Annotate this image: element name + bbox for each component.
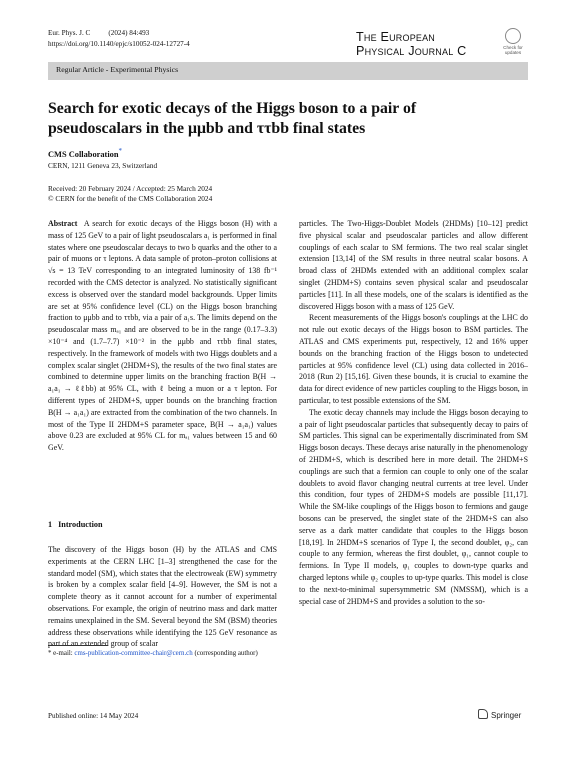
doi-link[interactable]: https://doi.org/10.1140/epjc/s10052-024-12727-4 xyxy=(48,40,190,48)
authors xyxy=(48,147,122,159)
right-column xyxy=(299,218,528,607)
paragraph: Recent measurements of the Higgs boson's couplings at the LHC do not rule out exotic decays of the Higgs boson to BSM particles. The ATLAS and CMS experiments put, respectively, 12 and 16% upper bounds on the branching fraction of the Higgs boson to undetected particles at 95% confidence level (CL) using data collected in 2016–2018 (Run 2) [15,16]. Given these bounds, it is crucial to examine the data for direct evidence of new particles coupling to the Higgs boson, in particular, to test possible extensions of the SM. xyxy=(299,313,528,405)
footnote xyxy=(48,649,277,659)
article-type: Regular Article - Experimental Physics xyxy=(56,65,179,74)
year-volume: (2024) 84:493 xyxy=(108,29,150,37)
article-type-bar xyxy=(48,62,528,80)
title-line-1: Search for exotic decays of the Higgs boson to a pair of xyxy=(48,100,417,117)
footnote-prefix: * e-mail: xyxy=(48,650,73,657)
received-accepted: Received: 20 February 2024 / Accepted: 25 March 2024 xyxy=(48,184,213,193)
check-for-updates-badge[interactable] xyxy=(500,28,526,56)
section-number: 1 xyxy=(48,520,53,529)
author-mark[interactable]: * xyxy=(118,147,122,155)
intro-paragraph xyxy=(48,544,277,650)
dates-block xyxy=(48,184,212,204)
paragraph: particles. The Two-Higgs-Doublet Models (2HDMs) [10–12] predict five physical scalar and pseudoscalar particles and allow different couplings of each scalar to SM fermions. The two real scalar singlet extension [13,14] of the SM results in three neutral scalar bosons. A broad class of 2HDMs extended with an additional complex scalar singlet (2HDM+S) contains seven physical scalar and pseudoscalar particles [11]. In all these models, one of the scalars is identified as the discovered Higgs boson with a mass of 125 GeV. xyxy=(299,219,528,311)
paragraph: The exotic decay channels may include the Higgs boson decaying to a pair of light pseudoscalar particles that subsequently decay to pairs of SM particles. This signal can be experimentally discriminated from SM Higgs boson decays. These decays arise naturally in the phenomenology of 2HDM+S, which is described here in more detail. The 2HDM+S couplings are such that a fermion can couple to only one of the scalar doublets to avoid flavor changing neutral currents at tree level. Under this condition, four types of 2HDM+S models are possible [11,17]. While the SM-like couplings of the Higgs boson to fermions and gauge bosons can be preserved, the singlet state of the 2HDM+S can also serve as a dark matter candidate that couples to the Higgs boson [18,19]. In 2HDM+S scenarios of Type I, the second doublet, φ₂, can couple to any fermion, whereas the first doublet, φ₁, cannot couple to fermions. In Type II models, φ₁ couples to down-type quarks and charged leptons while φ₂ couples to up-type quarks. This model is close to the next-to-minimal supersymmetric SM (NMSSM), which is a special case of 2HDM+S and provides a solution to the so- xyxy=(299,407,528,606)
check-updates-icon xyxy=(505,28,521,44)
intro-text: The discovery of the Higgs boson (H) by the ATLAS and CMS experiments at the CERN LHC [1–3] strengthened the case for the standard model (SM), which states that the electroweak (EW) symmetry is broken by a complex scalar field [4–9]. However, the SM is not a complete theory as it cannot account for a number of experimental observations. For example, the origin of neutrino mass and dark matter remains unexplained in the SM. Several beyond the SM (BSM) theories address these observations while identifying the 125 GeV resonance as part of an extended group of scalar xyxy=(48,545,277,649)
section-heading xyxy=(48,520,103,529)
affiliation: CERN, 1211 Geneva 23, Switzerland xyxy=(48,161,158,170)
published-date: Published online: 14 May 2024 xyxy=(48,712,139,720)
springer-horse-icon xyxy=(478,709,488,719)
abstract-text: A search for exotic decays of the Higgs boson (H) with a mass of 125 GeV to a pair of light pseudoscalars a₁ is performed in final states where one pseudoscalar decays to two b quarks and the other to a pair of muons or τ leptons. A data sample of proton–proton collisions at √s = 13 TeV corresponding to an integrated luminosity of 138 fb⁻¹ recorded with the CMS detector is analyzed. No statistically significant excess is observed over the standard model backgrounds. Upper limits are set at 95% confidence level (CL) on the Higgs boson branching fraction to μμbb and to ττbb, via a pair of a₁s. The limits depend on the pseudoscalar mass mₐ₁ and are observed to be in the range (0.17–3.3) ×10⁻⁴ and (1.7–7.7) ×10⁻² in the μμbb and ττbb final states, respectively. In the framework of models with two Higgs doublets and a complex scalar singlet (2HDM+S), the results of the two final states are combined to determine upper limits on the branching fraction B(H → a₁a₁ → ℓℓbb) at 95% CL, with ℓ being a muon or a τ lepton. For different types of 2HDM+S, upper bounds on the branching fraction B(H → a₁a₁) are extracted from the combination of the two channels. In most of the Type II 2HDM+S parameter space, B(H → a₁a₁) values above 0.23 are excluded at 95% CL for mₐ₁ values between 15 and 60 GeV. xyxy=(48,219,277,453)
publisher-name: Springer xyxy=(491,711,522,720)
copyright: © CERN for the benefit of the CMS Collaboration 2024 xyxy=(48,194,213,203)
section-title: Introduction xyxy=(58,520,103,529)
author-name: CMS Collaboration xyxy=(48,149,119,159)
footnote-rule xyxy=(48,645,108,646)
publisher-logo xyxy=(478,709,521,720)
journal-name: Eur. Phys. J. C xyxy=(48,29,91,37)
brand-line-1: The European xyxy=(356,30,436,44)
article-title xyxy=(48,99,528,139)
brand-line-2: Physical Journal C xyxy=(356,44,467,58)
check-updates-label: Check for updates xyxy=(503,45,523,55)
abstract xyxy=(48,218,277,454)
footnote-suffix: (corresponding author) xyxy=(194,650,258,657)
abstract-label: Abstract xyxy=(48,219,78,228)
email-link[interactable]: cms-publication-committee-chair@cern.ch xyxy=(74,650,193,657)
title-line-2: pseudoscalars in the μμbb and ττbb final states xyxy=(48,120,366,137)
journal-logo xyxy=(356,30,506,58)
journal-header xyxy=(48,28,190,50)
